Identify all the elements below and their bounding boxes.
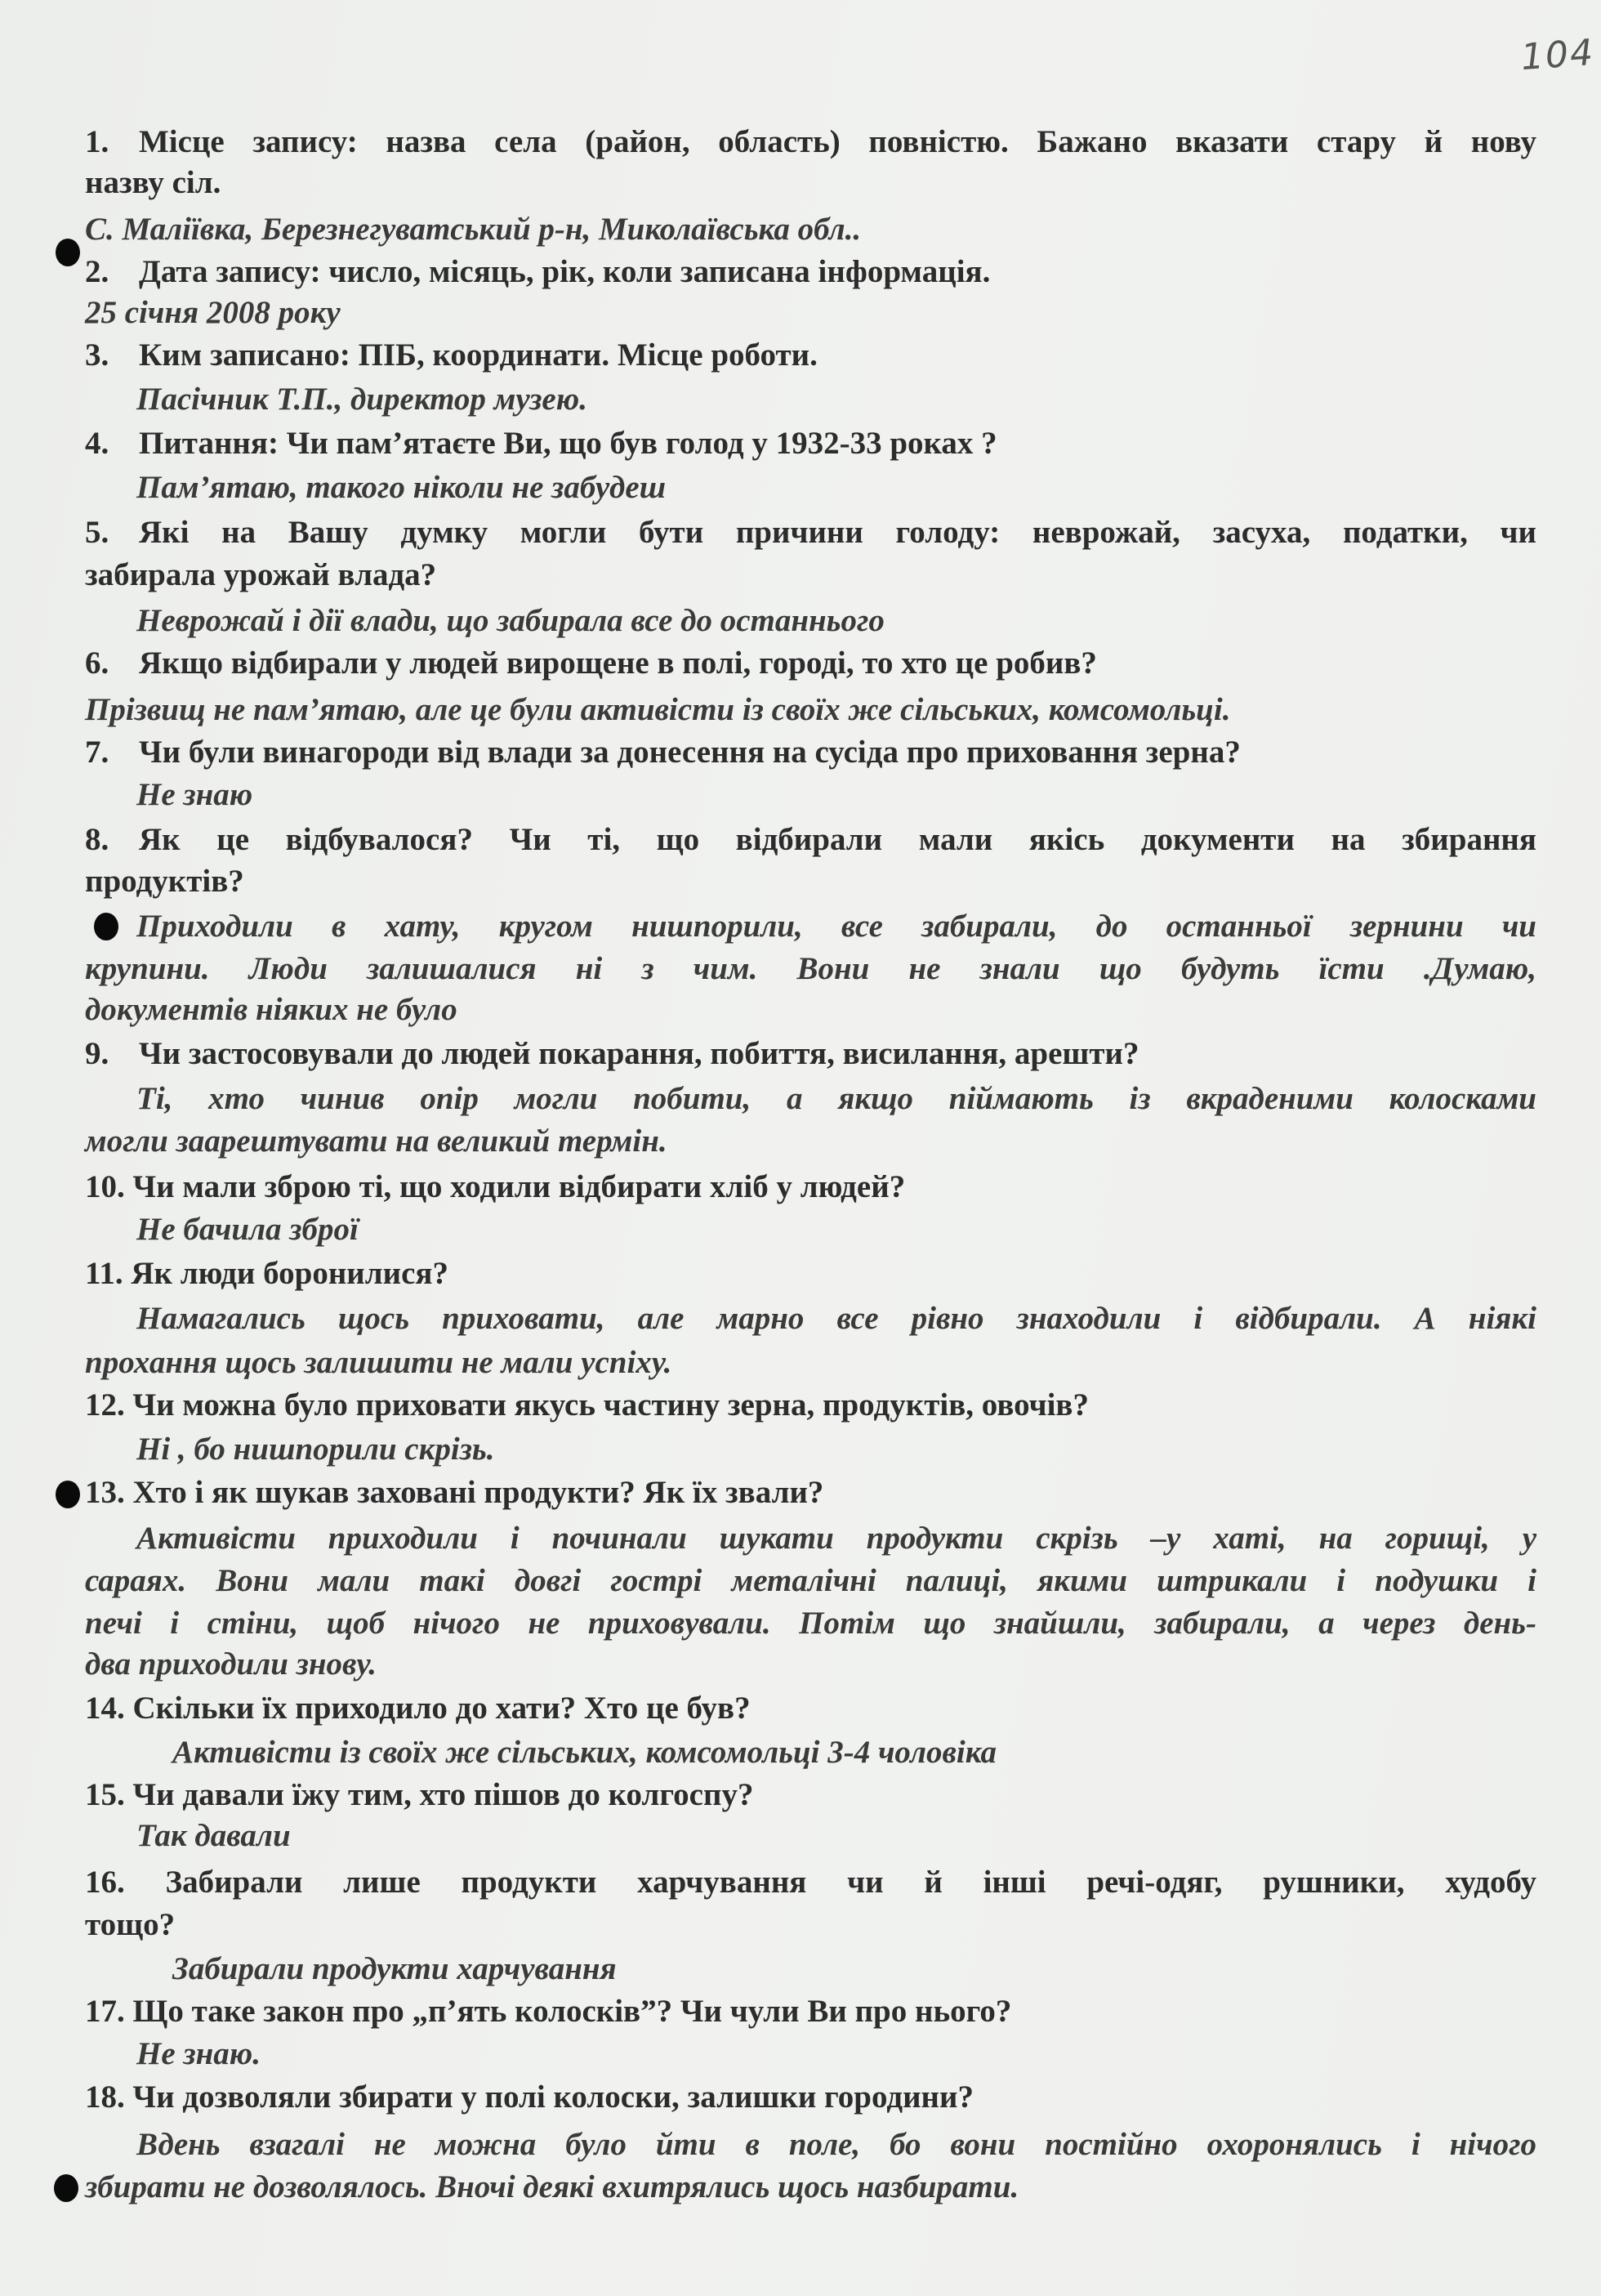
question-12: 12. Чи можна було приховати якусь частину зерна, продуктів, овочів? [85, 1387, 1089, 1423]
question-text: Чи були винагороди від влади за донесення на сусіда про приховання зерна? [139, 735, 1241, 770]
answer-13-cont: печі і стіни, щоб нічого не приховували. Потім що знайшли, забирали, а через день- [85, 1606, 1536, 1641]
question-4 [85, 422, 997, 465]
question-number: 3. [85, 337, 109, 373]
question-7 [85, 731, 1241, 774]
answer-8-cont: документів ніяких не було [85, 992, 457, 1027]
answer-9: Ті, хто чинив опір могли побити, а якщо піймають із вкраденими колосками [136, 1081, 1536, 1116]
answer-10: Не бачила зброї [136, 1212, 359, 1247]
question-15: 15. Чи давали їжу тим, хто пішов до колгоспу? [85, 1777, 754, 1812]
punch-hole [54, 2174, 78, 2202]
question-8-cont: продуктів? [85, 864, 244, 899]
question-text: Дата запису: число, місяць, рік, коли записана інформація. [139, 254, 991, 289]
answer-3: Пасічник Т.П., директор музею. [136, 382, 587, 417]
answer-13-cont: сараях. Вони мали такі довгі гострі металічні палиці, якими штрикали і подушки і [85, 1563, 1536, 1598]
answer-12: Ні , бо нишпорили скрізь. [136, 1432, 495, 1467]
answer-16: Забирали продукти харчування [172, 1951, 617, 1986]
answer-14: Активісти із своїх же сільських, комсомольці 3-4 чоловіка [172, 1735, 997, 1770]
question-number: 8. [85, 822, 109, 857]
question-number: 2. [85, 254, 109, 289]
question-5-cont: забирала урожай влада? [85, 557, 437, 592]
question-8 [85, 819, 1536, 861]
answer-17: Не знаю. [136, 2036, 261, 2071]
question-number: 9. [85, 1036, 109, 1071]
question-1 [85, 121, 1536, 163]
answer-4: Пам’ятаю, такого ніколи не забудеш [136, 470, 667, 505]
question-text: Як це відбувалося? Чи ті, що відбирали мали якісь документи на збирання [139, 822, 1536, 857]
question-text: Якщо відбирали у людей вирощене в полі, городі, то хто це робив? [139, 645, 1097, 681]
answer-11: Намагались щось приховати, але марно все рівно знаходили і відбирали. А ніякі [136, 1301, 1536, 1336]
question-16: 16. Забирали лише продукти харчування чи й інші речі-одяг, рушники, худобу [85, 1865, 1536, 1900]
question-18: 18. Чи дозволяли збирати у полі колоски, залишки городини? [85, 2079, 974, 2115]
question-5 [85, 511, 1536, 554]
answer-1: С. Маліївка, Березнегуватський р-н, Миколаївська обл.. [85, 212, 862, 247]
question-9 [85, 1033, 1139, 1075]
punch-hole [94, 913, 118, 940]
question-13: 13. Хто і як шукав заховані продукти? Як їх звали? [85, 1475, 824, 1510]
answer-7: Не знаю [136, 777, 253, 812]
answer-2: 25 січня 2008 року [85, 295, 341, 330]
question-number: 5. [85, 515, 109, 550]
answer-9-cont: могли заарештувати на великий термін. [85, 1123, 667, 1159]
answer-8: Приходили в хату, кругом нишпорили, все забирали, до останньої зернини чи [136, 909, 1536, 944]
question-number: 6. [85, 645, 109, 681]
question-1-cont: назву сіл. [85, 165, 221, 200]
answer-13: Активісти приходили і починали шукати продукти скрізь –у хаті, на горищі, у [136, 1521, 1536, 1556]
question-text: Чи застосовували до людей покарання, побиття, висилання, арешти? [139, 1036, 1139, 1071]
page-number: 104 [1519, 31, 1596, 79]
answer-6: Прізвищ не пам’ятаю, але це були активісти із своїх же сільських, комсомольці. [85, 692, 1231, 727]
question-3 [85, 334, 818, 377]
answer-8-cont: крупини. Люди залишалися ні з чим. Вони не знали що будуть їсти .Думаю, [85, 951, 1536, 986]
question-2 [85, 251, 990, 293]
question-text: Ким записано: ПІБ, координати. Місце роботи. [139, 337, 818, 373]
question-10: 10. Чи мали зброю ті, що ходили відбирати хліб у людей? [85, 1169, 906, 1204]
punch-hole [56, 1481, 80, 1508]
question-17: 17. Що таке закон про „п’ять колосків”? Чи чули Ви про нього? [85, 1994, 1012, 2029]
punch-hole [56, 239, 80, 266]
question-number: 4. [85, 426, 109, 461]
question-text: Питання: Чи пам’ятаєте Ви, що був голод у 1932-33 роках ? [139, 426, 997, 461]
answer-13-cont: два приходили знову. [85, 1646, 377, 1682]
answer-18-cont: збирати не дозволялось. Вночі деякі вхитрялись щось назбирати. [85, 2169, 1019, 2204]
question-14: 14. Скільки їх приходило до хати? Хто це був? [85, 1691, 751, 1726]
question-11: 11. Як люди боронилися? [85, 1256, 449, 1291]
question-6 [85, 642, 1097, 685]
question-16-cont: тощо? [85, 1907, 176, 1942]
question-text: Місце запису: назва села (район, область) повністю. Бажано вказати стару й нову [139, 124, 1536, 159]
question-number: 7. [85, 735, 109, 770]
answer-11-cont: прохання щось залишити не мали успіху. [85, 1345, 672, 1380]
question-number: 1. [85, 124, 109, 159]
answer-18: Вдень взагалі не можна було йти в поле, бо вони постійно охоронялись і нічого [136, 2127, 1536, 2162]
answer-5: Неврожай і дії влади, що забирала все до останнього [136, 603, 885, 638]
answer-15: Так давали [136, 1818, 291, 1853]
question-text: Які на Вашу думку могли бути причини голоду: неврожай, засуха, податки, чи [139, 515, 1536, 550]
